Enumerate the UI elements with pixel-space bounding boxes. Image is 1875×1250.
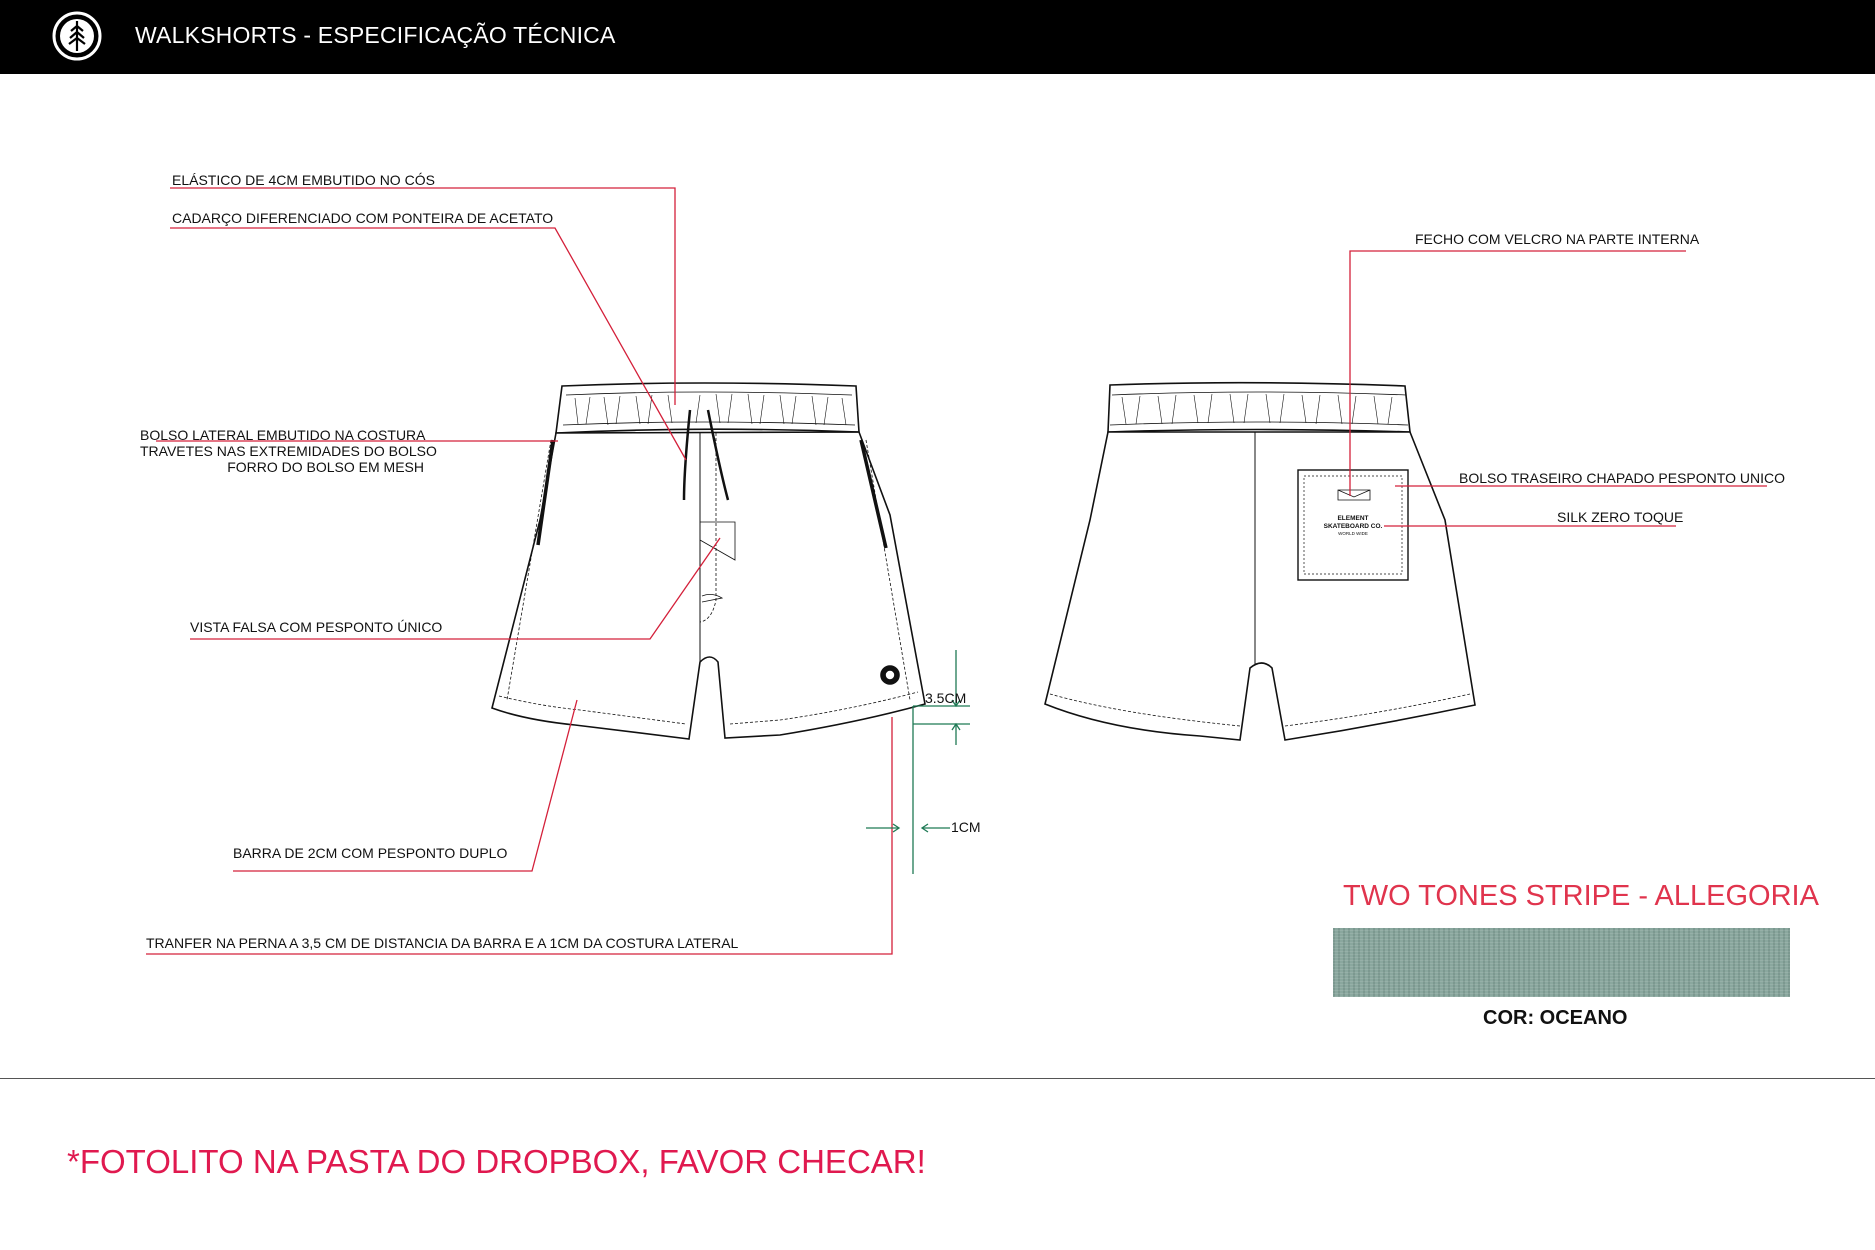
callout-side-pocket-2: TRAVETES NAS EXTREMIDADES DO BOLSO: [140, 443, 437, 459]
dimension-transfer-side: 1CM: [951, 819, 981, 835]
footer-divider: [0, 1078, 1875, 1079]
callout-drawcord: CADARÇO DIFERENCIADO COM PONTEIRA DE ACETATO: [172, 210, 554, 226]
fabric-swatch: [1333, 928, 1790, 997]
callout-elastic: ELÁSTICO DE 4CM EMBUTIDO NO CÓS: [172, 172, 435, 188]
color-label: COR: OCEANO: [1483, 1007, 1628, 1029]
callout-back-pocket: BOLSO TRASEIRO CHAPADO PESPONTO UNICO: [1459, 470, 1785, 486]
callout-side-pocket-1: BOLSO LATERAL EMBUTIDO NA COSTURA: [140, 427, 426, 443]
element-tree-logo: [52, 11, 102, 61]
callout-fake-fly: VISTA FALSA COM PESPONTO ÚNICO: [190, 619, 443, 635]
back-shorts-sketch: [1045, 383, 1475, 740]
pocket-print-line3: WORLD WIDE: [1338, 531, 1368, 536]
pocket-print-line2: SKATEBOARD CO.: [1323, 523, 1383, 530]
front-shorts-sketch: [492, 383, 925, 739]
header-bar: [0, 0, 1875, 74]
callout-silk: SILK ZERO TOQUE: [1557, 509, 1684, 525]
callout-velcro: FECHO COM VELCRO NA PARTE INTERNA: [1415, 231, 1700, 247]
fabric-name: TWO TONES STRIPE - ALLEGORIA: [1343, 880, 1819, 912]
footer-note: *FOTOLITO NA PASTA DO DROPBOX, FAVOR CHECAR!: [67, 1143, 926, 1180]
callout-transfer: TRANFER NA PERNA A 3,5 CM DE DISTANCIA DA BARRA E A 1CM DA COSTURA LATERAL: [146, 935, 739, 951]
callout-side-pocket-3: FORRO DO BOLSO EM MESH: [227, 459, 424, 475]
page-title: WALKSHORTS - ESPECIFICAÇÃO TÉCNICA: [135, 22, 616, 48]
pocket-print-line1: ELEMENT: [1337, 515, 1369, 522]
dimension-transfer-height: 3.5CM: [925, 690, 967, 706]
callout-hem: BARRA DE 2CM COM PESPONTO DUPLO: [233, 845, 508, 861]
